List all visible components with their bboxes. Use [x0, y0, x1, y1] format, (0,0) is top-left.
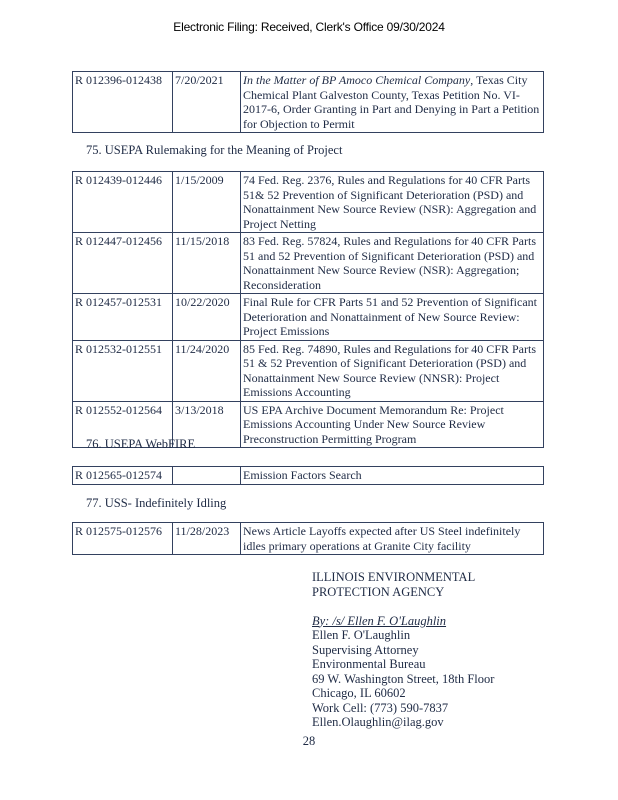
record-number: R 012532-012551 [73, 340, 173, 401]
record-description: US EPA Archive Document Memorandum Re: Project Emissions Accounting Under New Source Review Preconstruction Permitting Program [241, 401, 544, 448]
table-row [73, 72, 544, 133]
record-number: R 012565-012574 [73, 467, 173, 485]
record-date: 11/24/2020 [173, 340, 241, 401]
section-heading-77: 77. USS- Indefinitely Idling [86, 496, 227, 510]
record-table-75 [72, 171, 544, 448]
signer-title: Supervising Attorney [312, 642, 419, 657]
case-title-rest: , Texas City Chemical Plant Galveston County, Texas Petition No. VI-2017-6, Order Granting in Part and Denying in Part a Petition for Objection to Permit [243, 73, 540, 131]
record-table-77 [72, 522, 544, 555]
record-description: 83 Fed. Reg. 57824, Rules and Regulations for 40 CFR Parts 51 and 52 Prevention of Significant Deterioration (PSD) and Nonattainment New Source Review (NSR): Aggregation; Reconsideration [241, 233, 544, 294]
table-row [73, 523, 544, 555]
record-number: R 012396-012438 [73, 72, 173, 133]
agency-name: ILLINOIS ENVIRONMENTAL [312, 570, 476, 584]
record-number: R 012552-012564 [73, 401, 173, 448]
record-description: Emission Factors Search [241, 467, 544, 485]
record-description: 85 Fed. Reg. 74890, Rules and Regulations for 40 CFR Parts 51 & 52 Prevention of Significant Deterioration (PSD) and Nonattainment New Source Review (NNSR): Project Emissions Accounting [241, 340, 544, 401]
record-date: 11/15/2018 [173, 233, 241, 294]
record-description: 74 Fed. Reg. 2376, Rules and Regulations for 40 CFR Parts 51& 52 Prevention of Significant Deterioration (PSD) and Nonattainment New Source Review (NSR): Aggregation and Project Netting [241, 172, 544, 233]
table-row [73, 172, 544, 233]
section-heading-75: 75. USEPA Rulemaking for the Meaning of Project [86, 143, 343, 157]
record-number: R 012457-012531 [73, 294, 173, 341]
page-number: 28 [302, 734, 316, 748]
agency-name-cont: PROTECTION AGENCY [312, 584, 445, 599]
record-number: R 012439-012446 [73, 172, 173, 233]
record-date: 7/20/2021 [173, 72, 241, 133]
record-table-continued [72, 71, 544, 133]
table-row [73, 294, 544, 341]
spacer [312, 599, 494, 614]
filing-banner: Electronic Filing: Received, Clerk's Office 09/30/2024 [173, 20, 445, 34]
table-row [73, 233, 544, 294]
case-title: In the Matter of BP Amoco Chemical Company [243, 73, 471, 87]
record-table-76 [72, 466, 544, 485]
record-date: 11/28/2023 [173, 523, 241, 555]
signature-block [312, 570, 494, 730]
record-description [241, 72, 544, 133]
table-row [73, 467, 544, 485]
record-date: 10/22/2020 [173, 294, 241, 341]
record-description: News Article Layoffs expected after US Steel indefinitely idles primary operations at Granite City facility [241, 523, 544, 555]
record-date [173, 467, 241, 485]
table-row [73, 340, 544, 401]
record-description: Final Rule for CFR Parts 51 and 52 Prevention of Significant Deterioration and Nonattainment of New Source Review: Project Emissions [241, 294, 544, 341]
signer-bureau: Environmental Bureau [312, 657, 426, 671]
record-date: 3/13/2018 [173, 401, 241, 448]
phone-number: Work Cell: (773) 590-7837 [312, 700, 449, 715]
section-heading-76: 76. USEPA WebFIRE [86, 437, 196, 451]
record-date: 1/15/2009 [173, 172, 241, 233]
record-number: R 012575-012576 [73, 523, 173, 555]
street-address: 69 W. Washington Street, 18th Floor [312, 671, 495, 686]
record-number: R 012447-012456 [73, 233, 173, 294]
city-address: Chicago, IL 60602 [312, 686, 406, 700]
signer-name: Ellen F. O'Laughlin [312, 628, 411, 642]
email-address: Ellen.Olaughlin@ilag.gov [312, 715, 444, 729]
signature-line: By: /s/ Ellen F. O'Laughlin [312, 613, 447, 628]
